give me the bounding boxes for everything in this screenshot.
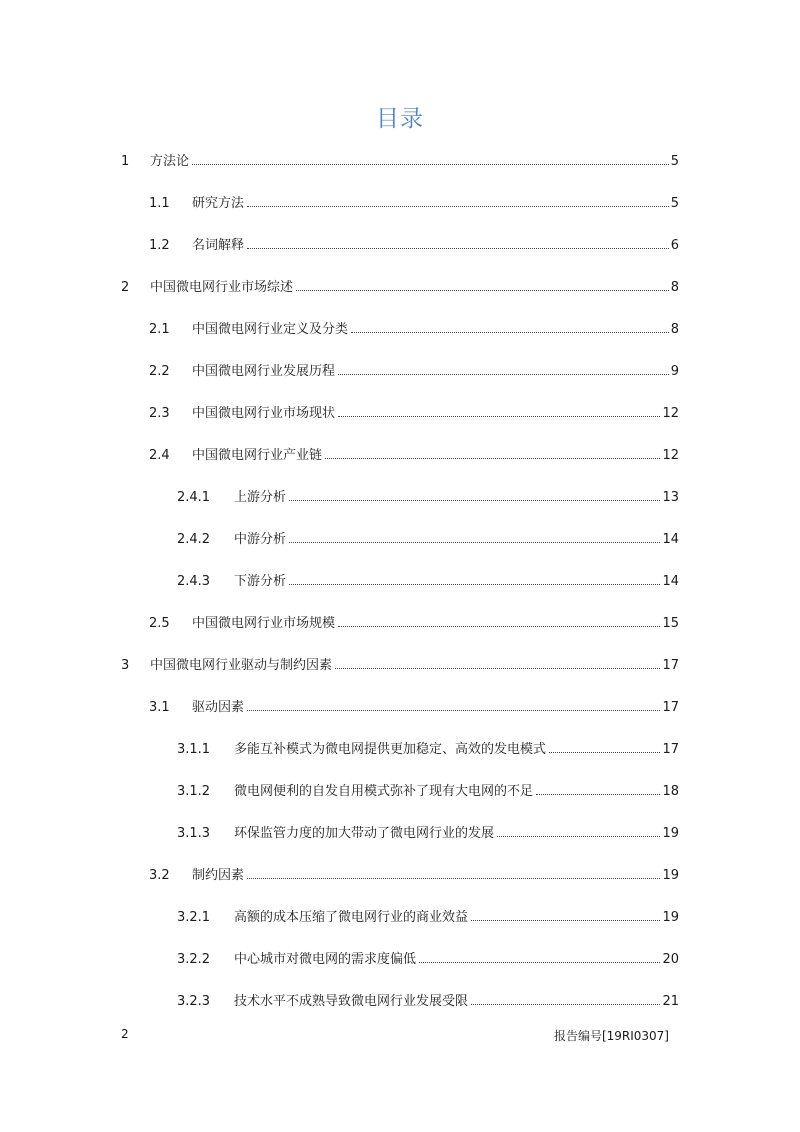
toc-entry-number: 3.1.1 [177, 742, 211, 757]
toc-entry-page: 8 [670, 322, 679, 337]
toc-dot-leader [471, 920, 660, 921]
toc-entry-text: 环保监管力度的加大带动了微电网行业的发展 [234, 826, 495, 841]
toc-entry-row [149, 193, 679, 211]
toc-entry-text: 研究方法 [192, 196, 245, 211]
toc-entry-text: 中游分析 [234, 532, 287, 547]
toc-dot-leader [289, 542, 660, 543]
toc-entry-text: 名词解释 [192, 238, 245, 253]
toc-dot-leader [289, 500, 660, 501]
table-of-contents [0, 139, 800, 1021]
toc-entry-row [149, 697, 679, 715]
toc-entry[interactable] [0, 937, 800, 979]
toc-entry-page: 5 [670, 196, 679, 211]
toc-entry[interactable] [0, 853, 800, 895]
toc-entry[interactable] [0, 895, 800, 937]
toc-entry-page: 19 [662, 910, 679, 925]
toc-dot-leader [338, 626, 660, 627]
toc-dot-leader [419, 962, 660, 963]
toc-entry[interactable] [0, 601, 800, 643]
toc-entry-row [149, 319, 679, 337]
toc-dot-leader [247, 206, 669, 207]
toc-entry-number: 3.1.2 [177, 784, 211, 799]
toc-entry-text: 中国微电网行业市场综述 [150, 280, 294, 295]
toc-entry-row [177, 571, 679, 589]
toc-entry-text: 中国微电网行业产业链 [192, 448, 323, 463]
toc-entry[interactable] [0, 517, 800, 559]
toc-entry[interactable] [0, 979, 800, 1021]
toc-dot-leader [471, 1004, 660, 1005]
toc-entry[interactable] [0, 727, 800, 769]
toc-entry[interactable] [0, 769, 800, 811]
footer-report-number: 报告编号[19RI0307] [553, 1029, 669, 1043]
toc-entry-page: 5 [670, 154, 679, 169]
toc-entry-number: 2.2 [149, 364, 170, 379]
toc-dot-leader [335, 668, 660, 669]
toc-entry-row [177, 907, 679, 925]
toc-entry-page: 17 [662, 742, 679, 757]
toc-entry-text: 微电网便利的自发自用模式弥补了现有大电网的不足 [234, 784, 534, 799]
toc-entry-row [177, 487, 679, 505]
toc-entry-page: 12 [662, 406, 679, 421]
toc-entry-row [149, 403, 679, 421]
toc-entry-text: 制约因素 [192, 868, 245, 883]
toc-entry-number: 3.2.3 [177, 994, 211, 1009]
toc-entry-number: 1 [121, 154, 130, 169]
toc-entry-number: 2.4.2 [177, 532, 211, 547]
toc-entry[interactable] [0, 475, 800, 517]
toc-entry[interactable] [0, 643, 800, 685]
toc-entry-page: 15 [662, 616, 679, 631]
toc-entry-page: 13 [662, 490, 679, 505]
toc-dot-leader [289, 584, 660, 585]
toc-entry-number: 3.2.2 [177, 952, 211, 967]
toc-entry[interactable] [0, 433, 800, 475]
toc-dot-leader [351, 332, 669, 333]
toc-entry-page: 14 [662, 532, 679, 547]
toc-dot-leader [536, 794, 660, 795]
toc-entry-row [177, 781, 679, 799]
toc-dot-leader [325, 458, 660, 459]
toc-entry-page: 21 [662, 994, 679, 1009]
toc-entry-page: 9 [670, 364, 679, 379]
toc-entry-number: 2.5 [149, 616, 170, 631]
toc-entry-row [177, 823, 679, 841]
toc-dot-leader [497, 836, 660, 837]
toc-entry-row [149, 865, 679, 883]
toc-entry-text: 多能互补模式为微电网提供更加稳定、高效的发电模式 [234, 742, 547, 757]
toc-entry-row [121, 151, 679, 169]
toc-entry-number: 2 [121, 280, 130, 295]
toc-entry-text: 技术水平不成熟导致微电网行业发展受限 [234, 994, 469, 1009]
toc-entry-page: 19 [662, 868, 679, 883]
toc-entry-number: 1.2 [149, 238, 170, 253]
toc-entry-number: 3.2.1 [177, 910, 211, 925]
toc-entry-number: 3.1 [149, 700, 170, 715]
toc-entry-row [177, 529, 679, 547]
toc-entry-page: 17 [662, 700, 679, 715]
toc-entry-text: 中国微电网行业市场规模 [192, 616, 336, 631]
toc-entry-text: 驱动因素 [192, 700, 245, 715]
toc-entry-number: 3.1.3 [177, 826, 211, 841]
toc-entry[interactable] [0, 559, 800, 601]
toc-entry[interactable] [0, 139, 800, 181]
toc-entry[interactable] [0, 307, 800, 349]
toc-entry-number: 2.4.3 [177, 574, 211, 589]
toc-entry-page: 18 [662, 784, 679, 799]
toc-entry-row [149, 361, 679, 379]
toc-entry-page: 19 [662, 826, 679, 841]
toc-entry-page: 14 [662, 574, 679, 589]
toc-entry-page: 6 [670, 238, 679, 253]
toc-entry[interactable] [0, 685, 800, 727]
toc-entry-text: 中心城市对微电网的需求度偏低 [234, 952, 417, 967]
toc-entry[interactable] [0, 391, 800, 433]
toc-entry-page: 20 [662, 952, 679, 967]
toc-title: 目录 [376, 106, 424, 132]
toc-entry-page: 8 [670, 280, 679, 295]
toc-entry-number: 3 [121, 658, 130, 673]
toc-entry-page: 17 [662, 658, 679, 673]
toc-entry-number: 2.1 [149, 322, 170, 337]
toc-entry-number: 2.4 [149, 448, 170, 463]
toc-entry-text: 下游分析 [234, 574, 287, 589]
toc-entry-number: 2.3 [149, 406, 170, 421]
toc-dot-leader [247, 248, 669, 249]
toc-entry-text: 中国微电网行业定义及分类 [192, 322, 349, 337]
toc-dot-leader [247, 878, 660, 879]
toc-entry-row [177, 949, 679, 967]
toc-entry-row [149, 235, 679, 253]
toc-entry-number: 1.1 [149, 196, 170, 211]
toc-entry-row [149, 445, 679, 463]
toc-entry-number: 3.2 [149, 868, 170, 883]
toc-dot-leader [338, 374, 669, 375]
toc-entry-row [177, 739, 679, 757]
toc-dot-leader [296, 290, 669, 291]
toc-entry-text: 中国微电网行业市场现状 [192, 406, 336, 421]
toc-dot-leader [247, 710, 660, 711]
toc-entry-row [121, 277, 679, 295]
toc-entry-text: 中国微电网行业发展历程 [192, 364, 336, 379]
toc-entry-row [149, 613, 679, 631]
toc-entry-row [177, 991, 679, 1009]
toc-entry[interactable] [0, 223, 800, 265]
toc-entry[interactable] [0, 265, 800, 307]
toc-entry[interactable] [0, 811, 800, 853]
toc-entry-text: 中国微电网行业驱动与制约因素 [150, 658, 333, 673]
toc-entry-text: 方法论 [150, 154, 190, 169]
toc-dot-leader [192, 164, 669, 165]
toc-entry-number: 2.4.1 [177, 490, 211, 505]
toc-entry-row [121, 655, 679, 673]
toc-dot-leader [549, 752, 660, 753]
toc-entry[interactable] [0, 181, 800, 223]
toc-entry-text: 高额的成本压缩了微电网行业的商业效益 [234, 910, 469, 925]
toc-dot-leader [338, 416, 660, 417]
toc-entry-page: 12 [662, 448, 679, 463]
toc-entry[interactable] [0, 349, 800, 391]
footer-page-number: 2 [121, 1027, 129, 1041]
toc-entry-text: 上游分析 [234, 490, 287, 505]
